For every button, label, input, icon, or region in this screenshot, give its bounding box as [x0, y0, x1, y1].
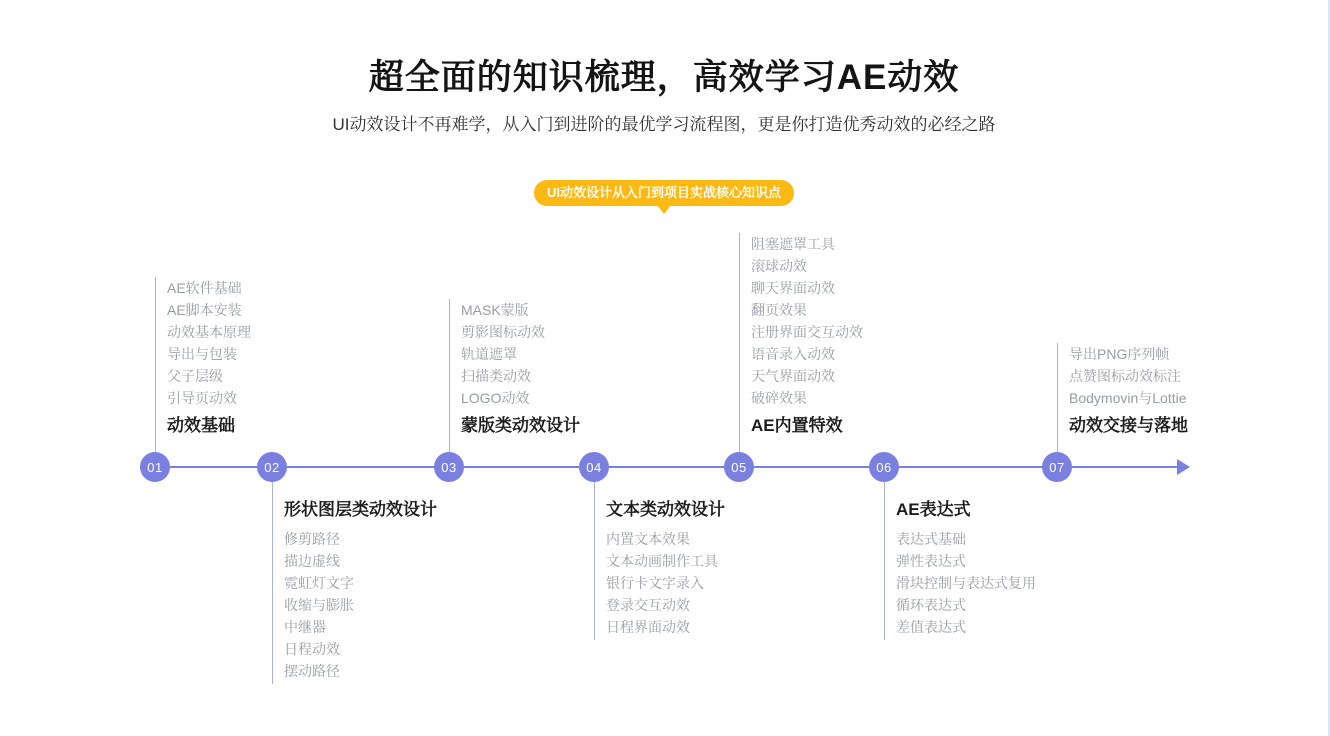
topic-item: 弹性表达式 [896, 553, 966, 569]
timeline-node-07: 07 [1042, 452, 1072, 482]
topic-item: Bodymovin与Lottie [1069, 390, 1187, 406]
group-title: 蒙版类动效设计 [461, 416, 580, 435]
page-subtitle: UI动效设计不再难学，从入门到进阶的最优学习流程图，更是你打造优秀动效的必经之路 [332, 115, 996, 134]
topic-item: 日程界面动效 [606, 619, 690, 635]
topic-item: 摆动路径 [284, 663, 340, 679]
topic-group-03 [449, 299, 580, 452]
topic-item: MASK蒙版 [461, 302, 529, 318]
topic-item: AE软件基础 [167, 280, 242, 296]
topic-item: 霓虹灯文字 [284, 575, 354, 591]
topic-item: 滚球动效 [751, 258, 807, 274]
group-title: AE表达式 [896, 500, 971, 519]
group-title: 动效基础 [167, 416, 235, 435]
timeline-line [155, 466, 1180, 468]
topic-item: 剪影图标动效 [461, 324, 545, 340]
topic-item: AE脚本安装 [167, 302, 242, 318]
topic-item: 注册界面交互动效 [751, 324, 863, 340]
topic-item: 表达式基础 [896, 531, 966, 547]
topic-item: 天气界面动效 [751, 368, 835, 384]
topic-item: 阻塞遮罩工具 [751, 236, 835, 252]
topic-item: 翻页效果 [751, 302, 807, 318]
topic-group-05 [739, 233, 863, 452]
topic-item: 循环表达式 [896, 597, 966, 613]
topic-group-01 [155, 277, 251, 452]
core-knowledge-badge: UI动效设计从入门到项目实战核心知识点 [534, 180, 794, 206]
badge-pointer-icon [657, 205, 671, 214]
topic-item: 动效基本原理 [167, 324, 251, 340]
timeline-arrow-icon [1177, 459, 1190, 475]
topic-group-06 [884, 482, 1036, 640]
group-title: 文本类动效设计 [606, 500, 725, 519]
group-title: AE内置特效 [751, 416, 843, 435]
topic-item: 内置文本效果 [606, 531, 690, 547]
topic-item: 银行卡文字录入 [606, 575, 704, 591]
topic-item: 描边虚线 [284, 553, 340, 569]
timeline-node-06: 06 [869, 452, 899, 482]
topic-item: 日程动效 [284, 641, 340, 657]
badge-wrap [0, 180, 1328, 214]
timeline-node-05: 05 [724, 452, 754, 482]
topic-item: 登录交互动效 [606, 597, 690, 613]
topic-item: 父子层级 [167, 368, 223, 384]
topic-item: 导出PNG序列帧 [1069, 346, 1170, 362]
topic-item: 中继器 [284, 619, 326, 635]
topic-item: 导出与包装 [167, 346, 237, 362]
topic-item: 点赞图标动效标注 [1069, 368, 1181, 384]
timeline-node-03: 03 [434, 452, 464, 482]
topic-group-02 [272, 482, 437, 684]
topic-item: 破碎效果 [751, 390, 807, 406]
topic-item: 聊天界面动效 [751, 280, 835, 296]
group-title: 形状图层类动效设计 [284, 500, 437, 519]
topic-item: 扫描类动效 [461, 368, 531, 384]
timeline-node-02: 02 [257, 452, 287, 482]
topic-group-04 [594, 482, 725, 640]
topic-item: 差值表达式 [896, 619, 966, 635]
topic-item: LOGO动效 [461, 390, 530, 406]
timeline-node-04: 04 [579, 452, 609, 482]
topic-item: 收缩与膨胀 [284, 597, 354, 613]
topic-group-07 [1057, 343, 1188, 452]
topic-item: 轨道遮罩 [461, 346, 517, 362]
topic-item: 滑块控制与表达式复用 [896, 575, 1036, 591]
topic-item: 文本动画制作工具 [606, 553, 718, 569]
topic-item: 语音录入动效 [751, 346, 835, 362]
topic-item: 修剪路径 [284, 531, 340, 547]
timeline-node-01: 01 [140, 452, 170, 482]
group-title: 动效交接与落地 [1069, 416, 1188, 435]
page-title: 超全面的知识梳理，高效学习AE动效 [368, 58, 960, 97]
topic-item: 引导页动效 [167, 390, 237, 406]
